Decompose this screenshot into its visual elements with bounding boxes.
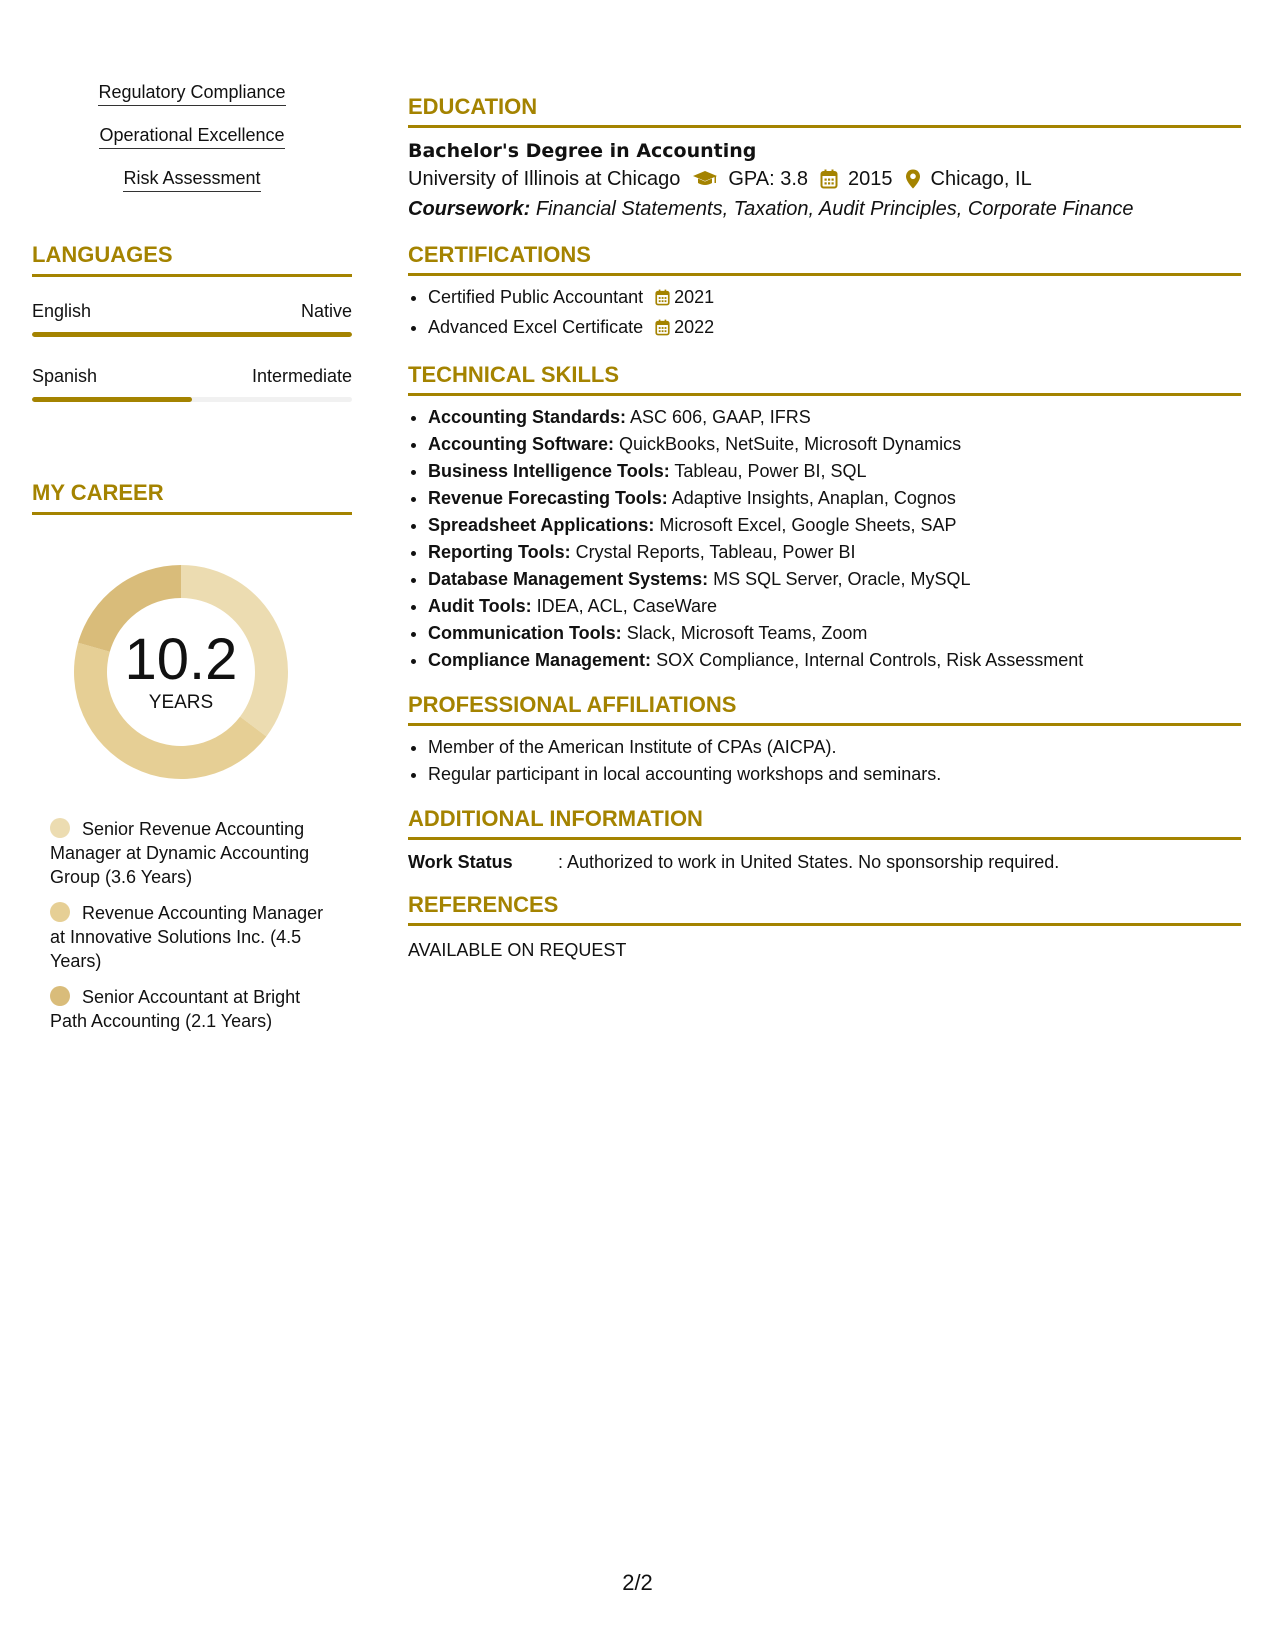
calendar-icon [655, 317, 670, 344]
language-bar-fill [32, 332, 352, 337]
strength-item: Risk Assessment [32, 166, 352, 192]
work-status-label: Work Status [408, 852, 513, 872]
strength-item: Operational Excellence [32, 123, 352, 149]
career-role-item: Senior Revenue Accounting Manager at Dynamic Accounting Group (3.6 Years) [50, 819, 310, 887]
coursework-list: Financial Statements, Taxation, Audit Principles, Corporate Finance [535, 198, 1134, 220]
languages-heading: LANGUAGES [32, 242, 352, 277]
skill-item: • Database Management Systems: MS SQL Server, Oracle, MySQL [428, 566, 1241, 593]
skill-item: • Accounting Standards: ASC 606, GAAP, IFRS [428, 404, 1241, 431]
certification-item: • Certified Public Accountant 2021 [428, 284, 1241, 314]
language-bar [32, 332, 352, 337]
references-text: AVAILABLE ON REQUEST [408, 940, 627, 960]
strengths-list [32, 80, 352, 192]
affiliation-item: • Member of the American Institute of CPAs (AICPA). [428, 734, 1241, 761]
language-bar [32, 397, 352, 402]
affiliations-heading: PROFESSIONAL AFFILIATIONS [408, 692, 1241, 726]
legend-dot [50, 902, 70, 922]
career-role-item: Senior Accountant at Bright Path Accounting (2.1 Years) [50, 987, 301, 1031]
school-location: Chicago, IL [930, 168, 1032, 190]
left-column [32, 80, 352, 1045]
career-donut-chart [66, 557, 296, 787]
language-row [32, 365, 352, 387]
certifications-list [408, 284, 1241, 344]
skill-item: • Business Intelligence Tools: Tableau, Power BI, SQL [428, 458, 1241, 485]
strength-item: Regulatory Compliance [32, 80, 352, 106]
gpa-value: GPA: 3.8 [728, 168, 809, 190]
map-pin-icon [905, 169, 921, 189]
additional-info-heading: ADDITIONAL INFORMATION [408, 806, 1241, 840]
education-section [408, 94, 1241, 224]
career-total-years: 10.2 [124, 627, 238, 692]
affiliations-section [408, 692, 1241, 788]
language-name: Spanish [32, 366, 98, 386]
work-status-row [408, 850, 1241, 874]
language-level: Intermediate [251, 366, 352, 386]
certification-item: • Advanced Excel Certificate 2022 [428, 314, 1241, 344]
education-heading: EDUCATION [408, 94, 1241, 128]
references-heading: REFERENCES [408, 892, 1241, 926]
career-years-unit: YEARS [148, 692, 214, 713]
additional-info-section [408, 806, 1241, 874]
coursework-label: Coursework: [408, 198, 531, 220]
languages-section [32, 242, 352, 402]
language-level: Native [300, 301, 352, 321]
skill-item: • Compliance Management: SOX Compliance, Internal Controls, Risk Assessment [428, 647, 1241, 674]
school-name: University of Illinois at Chicago [408, 168, 681, 190]
right-column [408, 94, 1241, 980]
skill-item: • Revenue Forecasting Tools: Adaptive Insights, Anaplan, Cognos [428, 485, 1241, 512]
technical-skills-section [408, 362, 1241, 674]
career-section [32, 480, 352, 1033]
donut-center [66, 557, 296, 787]
graduation-year: 2015 [848, 168, 893, 190]
technical-skills-heading: TECHNICAL SKILLS [408, 362, 1241, 396]
education-details [408, 164, 1241, 194]
calendar-icon [655, 287, 670, 314]
language-bar-fill [32, 397, 192, 402]
certifications-heading: CERTIFICATIONS [408, 242, 1241, 276]
work-status-value: : Authorized to work in United States. No sponsorship required. [558, 852, 1060, 872]
coursework-line [408, 194, 1241, 224]
career-heading: MY CAREER [32, 480, 352, 515]
calendar-icon [820, 169, 838, 189]
degree-title: Bachelor's Degree in Accounting [408, 140, 757, 162]
language-row [32, 300, 352, 322]
skill-item: • Communication Tools: Slack, Microsoft Teams, Zoom [428, 620, 1241, 647]
page-number: 2/2 [622, 1570, 653, 1595]
skill-item: • Spreadsheet Applications: Microsoft Excel, Google Sheets, SAP [428, 512, 1241, 539]
career-role-item: Revenue Accounting Manager at Innovative Solutions Inc. (4.5 Years) [50, 903, 324, 971]
references-section [408, 892, 1241, 962]
skill-item: • Audit Tools: IDEA, ACL, CaseWare [428, 593, 1241, 620]
skill-item: • Accounting Software: QuickBooks, NetSuite, Microsoft Dynamics [428, 431, 1241, 458]
graduation-cap-icon [692, 170, 718, 188]
affiliations-list [408, 734, 1241, 788]
career-role-list [50, 817, 335, 1033]
skill-item: • Reporting Tools: Crystal Reports, Tableau, Power BI [428, 539, 1241, 566]
affiliation-item: • Regular participant in local accounting workshops and seminars. [428, 761, 1241, 788]
legend-dot [50, 986, 70, 1006]
legend-dot [50, 818, 70, 838]
certifications-section [408, 242, 1241, 344]
language-name: English [32, 301, 92, 321]
technical-skills-list [408, 404, 1241, 674]
